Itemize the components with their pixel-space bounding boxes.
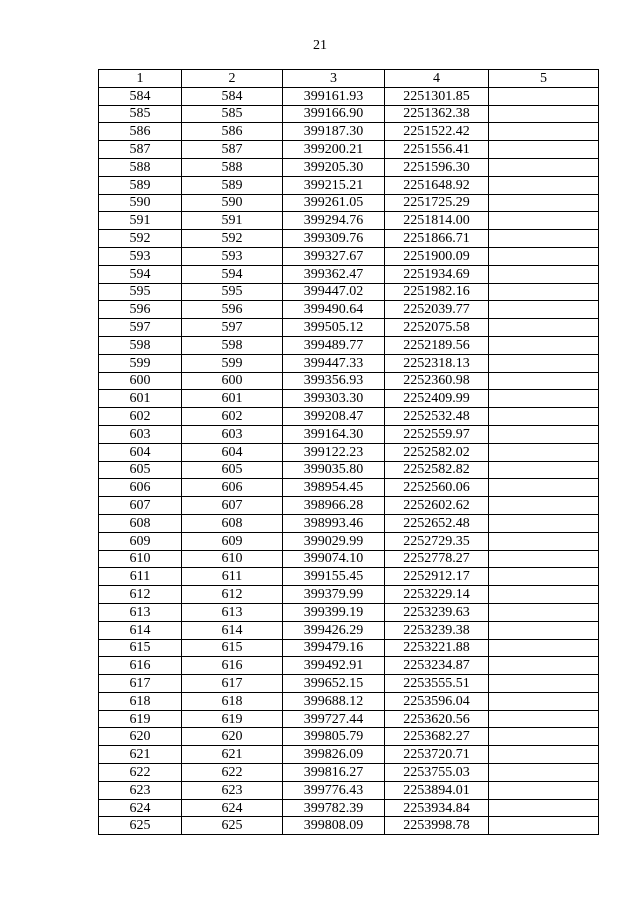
table-cell: 624 [99, 799, 182, 817]
table-row [99, 586, 599, 604]
table-row [99, 336, 599, 354]
table-cell: 2252652.48 [385, 514, 489, 532]
table-cell: 586 [99, 123, 182, 141]
table-cell: 2251522.42 [385, 123, 489, 141]
table-cell: 2251982.16 [385, 283, 489, 301]
table-cell: 620 [99, 728, 182, 746]
column-header-3: 3 [283, 70, 385, 88]
table-row [99, 283, 599, 301]
table-row [99, 372, 599, 390]
table-row [99, 532, 599, 550]
table-cell: 619 [182, 710, 283, 728]
table-row [99, 247, 599, 265]
table-cell [489, 764, 599, 782]
table-cell: 2252582.82 [385, 461, 489, 479]
table-cell: 610 [182, 550, 283, 568]
table-row [99, 675, 599, 693]
table-cell: 602 [99, 408, 182, 426]
table-cell: 601 [99, 390, 182, 408]
table-cell: 620 [182, 728, 283, 746]
table-cell: 399426.29 [283, 621, 385, 639]
table-cell: 2252318.13 [385, 354, 489, 372]
table-cell: 2251934.69 [385, 265, 489, 283]
table-cell: 399294.76 [283, 212, 385, 230]
table-cell [489, 265, 599, 283]
table-cell: 399029.99 [283, 532, 385, 550]
table-row [99, 764, 599, 782]
table-cell: 399489.77 [283, 336, 385, 354]
table-cell: 584 [99, 87, 182, 105]
table-cell: 602 [182, 408, 283, 426]
table-cell: 591 [182, 212, 283, 230]
table-cell: 621 [99, 746, 182, 764]
table-cell [489, 586, 599, 604]
table-cell: 2251648.92 [385, 176, 489, 194]
table-cell: 399362.47 [283, 265, 385, 283]
table-cell: 2252729.35 [385, 532, 489, 550]
table-cell [489, 354, 599, 372]
table-cell: 598 [99, 336, 182, 354]
table-cell: 614 [99, 621, 182, 639]
table-cell: 595 [182, 283, 283, 301]
table-cell [489, 443, 599, 461]
table-cell [489, 603, 599, 621]
table-cell [489, 675, 599, 693]
table-row [99, 408, 599, 426]
table-row [99, 87, 599, 105]
table-cell: 587 [182, 141, 283, 159]
table-row [99, 158, 599, 176]
table-cell: 2252559.97 [385, 425, 489, 443]
table-cell: 399215.21 [283, 176, 385, 194]
table-cell: 399652.15 [283, 675, 385, 693]
table-cell: 399161.93 [283, 87, 385, 105]
table-cell: 399782.39 [283, 799, 385, 817]
table-cell [489, 461, 599, 479]
table-cell [489, 230, 599, 248]
table-cell [489, 568, 599, 586]
table-cell: 590 [182, 194, 283, 212]
table-cell: 2252360.98 [385, 372, 489, 390]
table-cell: 614 [182, 621, 283, 639]
table-cell: 398993.46 [283, 514, 385, 532]
table-cell [489, 247, 599, 265]
table-cell: 610 [99, 550, 182, 568]
table-row [99, 728, 599, 746]
table-row [99, 390, 599, 408]
table-row [99, 799, 599, 817]
table-cell: 2253720.71 [385, 746, 489, 764]
table-cell: 399447.33 [283, 354, 385, 372]
table-cell: 2252602.62 [385, 497, 489, 515]
table-cell: 586 [182, 123, 283, 141]
table-cell: 2253221.88 [385, 639, 489, 657]
table-cell [489, 425, 599, 443]
table-row [99, 746, 599, 764]
table-cell: 606 [99, 479, 182, 497]
table-cell [489, 390, 599, 408]
table-cell: 2253234.87 [385, 657, 489, 675]
table-cell: 588 [182, 158, 283, 176]
table-cell: 606 [182, 479, 283, 497]
table-cell: 399187.30 [283, 123, 385, 141]
table-cell: 2253620.56 [385, 710, 489, 728]
table-cell [489, 123, 599, 141]
table-cell [489, 158, 599, 176]
table-cell: 399200.21 [283, 141, 385, 159]
table-cell: 398966.28 [283, 497, 385, 515]
table-row [99, 692, 599, 710]
table-cell: 584 [182, 87, 283, 105]
table-cell: 593 [182, 247, 283, 265]
table-cell [489, 692, 599, 710]
table-cell: 611 [99, 568, 182, 586]
table-cell: 2251362.38 [385, 105, 489, 123]
table-cell: 597 [182, 319, 283, 337]
table-row [99, 568, 599, 586]
table-cell [489, 319, 599, 337]
table-cell: 399490.64 [283, 301, 385, 319]
table-cell: 399379.99 [283, 586, 385, 604]
table-cell: 2251725.29 [385, 194, 489, 212]
column-header-2: 2 [182, 70, 283, 88]
table-cell: 594 [182, 265, 283, 283]
table-cell [489, 781, 599, 799]
table-cell: 613 [182, 603, 283, 621]
table-cell [489, 87, 599, 105]
table-cell: 2252039.77 [385, 301, 489, 319]
table-row [99, 265, 599, 283]
table-cell: 399399.19 [283, 603, 385, 621]
table-cell: 603 [99, 425, 182, 443]
table-cell: 592 [182, 230, 283, 248]
table-cell: 399155.45 [283, 568, 385, 586]
table-cell [489, 657, 599, 675]
table-cell: 599 [99, 354, 182, 372]
table-cell: 399122.23 [283, 443, 385, 461]
table-cell: 2252778.27 [385, 550, 489, 568]
table-cell: 399166.90 [283, 105, 385, 123]
table-cell: 594 [99, 265, 182, 283]
table-cell: 2252560.06 [385, 479, 489, 497]
table-cell: 587 [99, 141, 182, 159]
table-cell: 600 [182, 372, 283, 390]
table-cell [489, 105, 599, 123]
table-cell: 617 [182, 675, 283, 693]
table-cell: 600 [99, 372, 182, 390]
column-header-4: 4 [385, 70, 489, 88]
table-cell: 2253998.78 [385, 817, 489, 835]
table-row [99, 425, 599, 443]
table-cell: 595 [99, 283, 182, 301]
table-cell: 2251596.30 [385, 158, 489, 176]
table-cell: 399688.12 [283, 692, 385, 710]
table-cell: 588 [99, 158, 182, 176]
table-cell [489, 639, 599, 657]
table-cell: 2253934.84 [385, 799, 489, 817]
table-cell [489, 621, 599, 639]
table-cell: 608 [182, 514, 283, 532]
table-cell: 399479.16 [283, 639, 385, 657]
table-cell: 399208.47 [283, 408, 385, 426]
table-row [99, 212, 599, 230]
table-cell: 618 [99, 692, 182, 710]
table-cell: 2251866.71 [385, 230, 489, 248]
table-cell [489, 746, 599, 764]
table-cell: 399309.76 [283, 230, 385, 248]
table-row [99, 781, 599, 799]
table-cell: 612 [182, 586, 283, 604]
table-cell: 585 [99, 105, 182, 123]
table-cell: 2251814.00 [385, 212, 489, 230]
table-cell: 593 [99, 247, 182, 265]
table-cell: 604 [182, 443, 283, 461]
table-cell [489, 497, 599, 515]
table-cell [489, 301, 599, 319]
table-cell: 2253239.38 [385, 621, 489, 639]
table-cell: 623 [182, 781, 283, 799]
table-cell [489, 710, 599, 728]
table-cell: 623 [99, 781, 182, 799]
table-cell [489, 283, 599, 301]
table-row [99, 443, 599, 461]
coordinates-table [98, 69, 599, 835]
table-cell: 589 [99, 176, 182, 194]
table-row [99, 354, 599, 372]
table-cell: 615 [182, 639, 283, 657]
table-cell: 609 [182, 532, 283, 550]
table-cell [489, 408, 599, 426]
table-cell: 2253239.63 [385, 603, 489, 621]
table-row [99, 817, 599, 835]
table-cell: 399205.30 [283, 158, 385, 176]
table-row [99, 301, 599, 319]
table-cell: 591 [99, 212, 182, 230]
table-cell: 605 [99, 461, 182, 479]
table-cell: 398954.45 [283, 479, 385, 497]
table-row [99, 319, 599, 337]
table-cell: 2253555.51 [385, 675, 489, 693]
table-cell: 590 [99, 194, 182, 212]
table-cell: 612 [99, 586, 182, 604]
table-cell: 2251900.09 [385, 247, 489, 265]
table-cell: 622 [99, 764, 182, 782]
table-row [99, 550, 599, 568]
table-cell: 2252582.02 [385, 443, 489, 461]
table-cell: 596 [99, 301, 182, 319]
table-cell: 399826.09 [283, 746, 385, 764]
table-cell: 611 [182, 568, 283, 586]
table-cell: 2252409.99 [385, 390, 489, 408]
table-cell: 601 [182, 390, 283, 408]
table-row [99, 461, 599, 479]
table-cell: 616 [99, 657, 182, 675]
column-header-5: 5 [489, 70, 599, 88]
table-cell: 622 [182, 764, 283, 782]
table-cell: 603 [182, 425, 283, 443]
table-cell [489, 336, 599, 354]
table-cell: 596 [182, 301, 283, 319]
table-row [99, 514, 599, 532]
table-row [99, 603, 599, 621]
table-cell: 2253229.14 [385, 586, 489, 604]
table-cell [489, 479, 599, 497]
table-cell: 2252075.58 [385, 319, 489, 337]
table-cell: 399805.79 [283, 728, 385, 746]
table-cell: 592 [99, 230, 182, 248]
table-cell: 399356.93 [283, 372, 385, 390]
table-cell: 605 [182, 461, 283, 479]
table-row [99, 176, 599, 194]
table-cell [489, 550, 599, 568]
table-cell [489, 799, 599, 817]
table-cell: 2252532.48 [385, 408, 489, 426]
table-cell: 2251556.41 [385, 141, 489, 159]
table-cell: 399492.91 [283, 657, 385, 675]
table-cell [489, 194, 599, 212]
table-cell [489, 728, 599, 746]
table-cell: 609 [99, 532, 182, 550]
column-header-1: 1 [99, 70, 182, 88]
table-cell: 621 [182, 746, 283, 764]
table-cell: 597 [99, 319, 182, 337]
table-cell: 615 [99, 639, 182, 657]
table-cell: 585 [182, 105, 283, 123]
table-cell: 2253596.04 [385, 692, 489, 710]
table-header-row [99, 70, 599, 88]
table-row [99, 639, 599, 657]
table-cell: 607 [182, 497, 283, 515]
table-cell: 599 [182, 354, 283, 372]
table-cell [489, 817, 599, 835]
table-row [99, 621, 599, 639]
table-cell: 2253755.03 [385, 764, 489, 782]
table-cell: 399261.05 [283, 194, 385, 212]
table-cell: 625 [182, 817, 283, 835]
table-row [99, 497, 599, 515]
table-cell [489, 141, 599, 159]
table-cell [489, 372, 599, 390]
table-cell: 399303.30 [283, 390, 385, 408]
table-cell: 625 [99, 817, 182, 835]
table-cell: 399727.44 [283, 710, 385, 728]
table-cell: 618 [182, 692, 283, 710]
table-row [99, 194, 599, 212]
table-cell: 589 [182, 176, 283, 194]
table-cell: 399447.02 [283, 283, 385, 301]
table-cell: 617 [99, 675, 182, 693]
table-cell: 619 [99, 710, 182, 728]
table-cell: 399035.80 [283, 461, 385, 479]
table-row [99, 123, 599, 141]
table-cell: 399164.30 [283, 425, 385, 443]
table-row [99, 230, 599, 248]
table-cell: 604 [99, 443, 182, 461]
table-cell: 2252189.56 [385, 336, 489, 354]
table-row [99, 479, 599, 497]
table-cell [489, 514, 599, 532]
table-cell: 624 [182, 799, 283, 817]
table-row [99, 710, 599, 728]
table-cell: 2251301.85 [385, 87, 489, 105]
table-row [99, 141, 599, 159]
table-cell: 399505.12 [283, 319, 385, 337]
table-body [99, 87, 599, 834]
table-cell [489, 212, 599, 230]
table-cell: 2253894.01 [385, 781, 489, 799]
table-cell: 607 [99, 497, 182, 515]
table-cell: 616 [182, 657, 283, 675]
table-cell: 399808.09 [283, 817, 385, 835]
table-cell: 608 [99, 514, 182, 532]
table-cell: 399327.67 [283, 247, 385, 265]
table-cell: 598 [182, 336, 283, 354]
table-cell: 2253682.27 [385, 728, 489, 746]
table-cell: 399776.43 [283, 781, 385, 799]
table-cell: 613 [99, 603, 182, 621]
table-cell: 399074.10 [283, 550, 385, 568]
table-row [99, 657, 599, 675]
table-row [99, 105, 599, 123]
table-cell [489, 176, 599, 194]
table-cell [489, 532, 599, 550]
table-cell: 2252912.17 [385, 568, 489, 586]
table-cell: 399816.27 [283, 764, 385, 782]
page-number: 21 [313, 38, 327, 53]
